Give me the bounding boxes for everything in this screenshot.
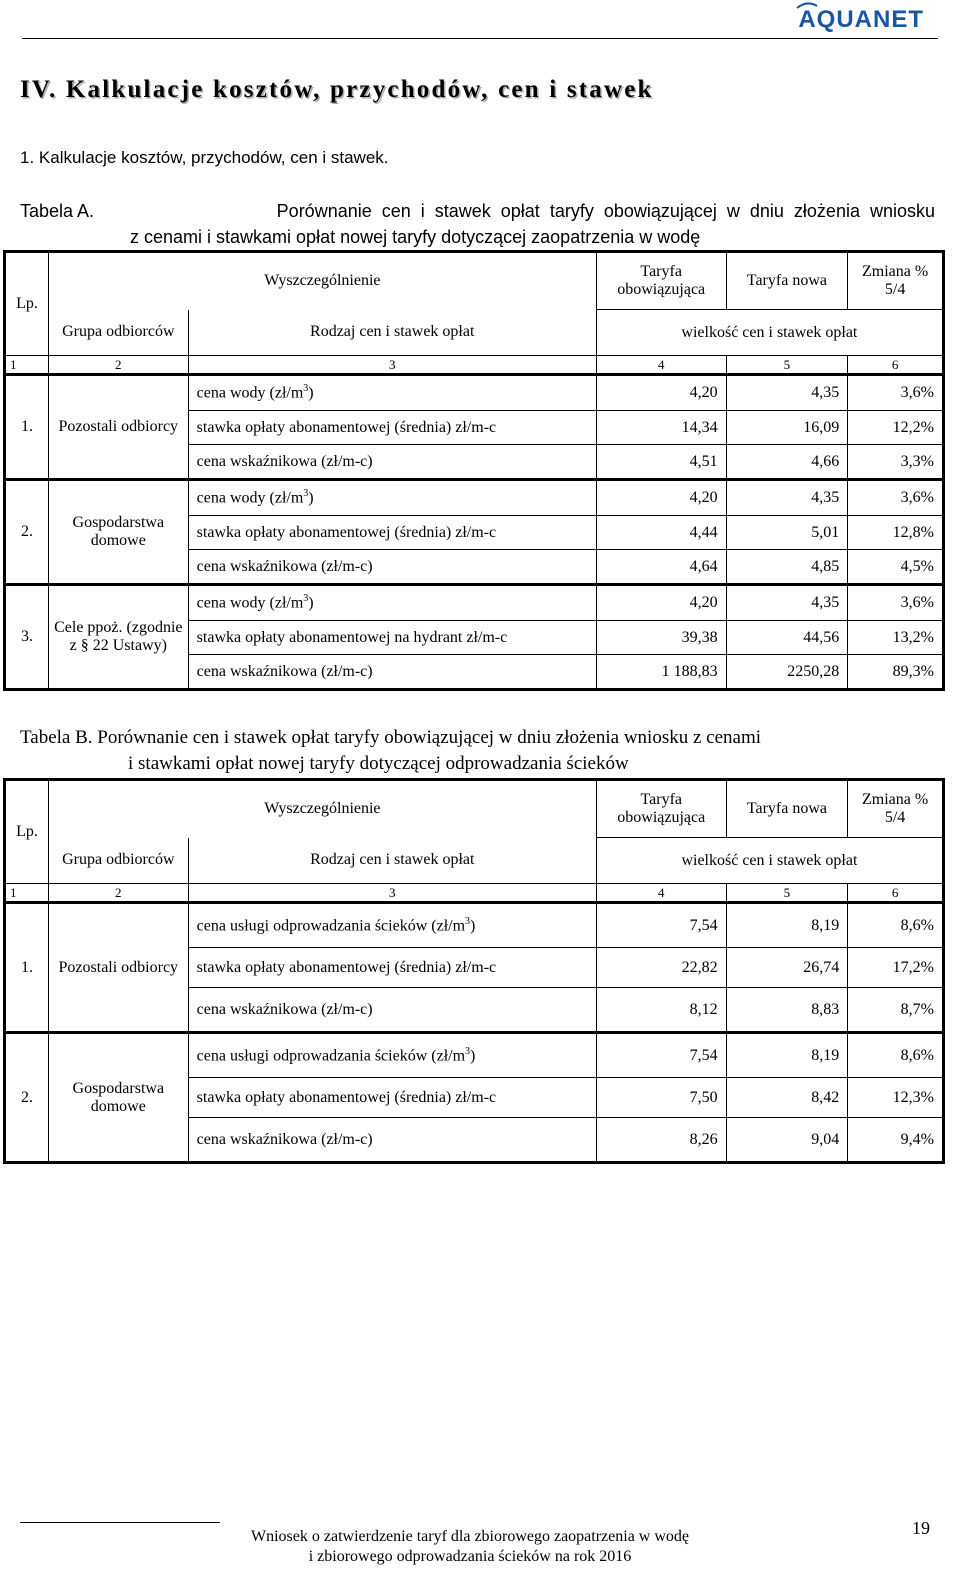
- rate-description: [188, 903, 596, 948]
- logo-swoosh-icon: [796, 2, 818, 10]
- old-tariff-value: 14,34: [596, 411, 726, 445]
- rate-description-text: cena wskaźnikowa (zł/m-c): [196, 452, 373, 470]
- rate-description: [188, 1118, 596, 1163]
- change-percent: 12,2%: [848, 411, 944, 445]
- old-tariff-value: 39,38: [596, 621, 726, 655]
- footer-line2: i zbiorowego odprowadzania ścieków na rok 2016: [308, 1548, 632, 1565]
- rate-description-text: cena wskaźnikowa (zł/m-c): [196, 1000, 373, 1018]
- new-tariff-value: 4,35: [726, 585, 848, 621]
- change-percent: 4,5%: [848, 550, 944, 585]
- column-number: 1: [5, 356, 49, 375]
- rate-description: [188, 655, 596, 690]
- new-tariff-value: 8,19: [726, 1033, 848, 1078]
- customer-group-name: Cele ppoż. (zgodnie z § 22 Ustawy): [48, 585, 188, 690]
- old-tariff-value: 7,54: [596, 903, 726, 948]
- old-tariff-value: 4,51: [596, 445, 726, 480]
- rate-description: [188, 550, 596, 585]
- rate-description-text: cena wody (zł/m: [196, 594, 304, 612]
- rate-description-text: cena usługi odprowadzania ścieków (zł/m: [196, 1047, 466, 1065]
- header-taryfa-nowa: Taryfa nowa: [726, 780, 848, 838]
- footer-rule: [20, 1522, 220, 1523]
- rate-description: [188, 621, 596, 655]
- old-tariff-value: 4,20: [596, 375, 726, 411]
- column-number: 5: [726, 356, 848, 375]
- rate-description: [188, 1033, 596, 1078]
- old-tariff-value: 7,54: [596, 1033, 726, 1078]
- table-row: [5, 1033, 944, 1078]
- page-number: 19: [912, 1518, 930, 1538]
- header-taryfa-obowiazujaca: Taryfa obowiązująca: [596, 252, 726, 310]
- unit-exponent: 3: [303, 593, 309, 605]
- change-percent: 12,3%: [848, 1078, 944, 1118]
- column-number: 4: [596, 356, 726, 375]
- header-lp: Lp.: [5, 780, 49, 884]
- logo-text: AQUANET: [798, 6, 924, 33]
- rate-description: [188, 375, 596, 411]
- rate-description-text: stawka opłaty abonamentowej (średnia) zł/m-c: [196, 418, 497, 436]
- header-taryfa-nowa: Taryfa nowa: [726, 252, 848, 310]
- old-tariff-value: 7,50: [596, 1078, 726, 1118]
- header-zmiana: Zmiana % 5/4: [848, 252, 944, 310]
- old-tariff-value: 4,20: [596, 480, 726, 516]
- column-number: 1: [5, 884, 49, 903]
- header-grupa: Grupa odbiorców: [48, 310, 188, 356]
- aquanet-logo: [798, 6, 924, 34]
- rate-description-suffix: ): [470, 917, 476, 935]
- new-tariff-value: 26,74: [726, 948, 848, 988]
- footer-line1: Wniosek o zatwierdzenie taryf dla zbiorowego zaopatrzenia w wodę: [250, 1528, 690, 1545]
- new-tariff-value: 4,35: [726, 480, 848, 516]
- table-row: [5, 903, 944, 948]
- section-title: IV. Kalkulacje kosztów, przychodów, cen i stawek: [20, 76, 654, 103]
- column-number: 3: [188, 884, 596, 903]
- rate-description: [188, 516, 596, 550]
- table-b-caption-line1: Porównanie cen i stawek opłat taryfy obowiązującej w dniu złożenia wniosku z cenami: [97, 727, 762, 748]
- change-percent: 13,2%: [848, 621, 944, 655]
- old-tariff-value: 4,64: [596, 550, 726, 585]
- row-number: 2.: [5, 480, 49, 585]
- rate-description-text: cena wskaźnikowa (zł/m-c): [196, 1130, 373, 1148]
- subsection-title: 1. Kalkulacje kosztów, przychodów, cen i stawek.: [20, 148, 389, 167]
- change-percent: 3,3%: [848, 445, 944, 480]
- customer-group-name: Gospodarstwa domowe: [48, 480, 188, 585]
- column-number: 4: [596, 884, 726, 903]
- header-grupa: Grupa odbiorców: [48, 838, 188, 884]
- header-wyszczegolnienie: Wyszczególnienie: [48, 780, 596, 838]
- table-b-caption: [20, 725, 960, 777]
- rate-description: [188, 585, 596, 621]
- table-row: [5, 585, 944, 621]
- new-tariff-value: 44,56: [726, 621, 848, 655]
- unit-exponent: 3: [303, 488, 309, 500]
- change-percent: 3,6%: [848, 375, 944, 411]
- change-percent: 8,6%: [848, 903, 944, 948]
- rate-description-suffix: ): [308, 384, 314, 402]
- rate-description: [188, 1078, 596, 1118]
- customer-group-name: Pozostali odbiorcy: [48, 903, 188, 1033]
- table-a-caption-line1: Porównanie cen i stawek opłat taryfy obowiązującej w dniu złożenia wniosku: [276, 201, 935, 221]
- new-tariff-value: 8,83: [726, 988, 848, 1033]
- new-tariff-value: 16,09: [726, 411, 848, 445]
- change-percent: 8,6%: [848, 1033, 944, 1078]
- column-number: 2: [48, 356, 188, 375]
- header-rodzaj: Rodzaj cen i stawek opłat: [188, 838, 596, 884]
- header-rule: [22, 38, 938, 39]
- change-percent: 8,7%: [848, 988, 944, 1033]
- column-number: 5: [726, 884, 848, 903]
- table-a: [3, 250, 945, 691]
- table-b: [3, 778, 945, 1164]
- change-percent: 12,8%: [848, 516, 944, 550]
- rate-description-suffix: ): [308, 489, 314, 507]
- table-b-caption-line2: i stawkami opłat nowej taryfy dotyczącej odprowadzania ścieków: [128, 753, 629, 774]
- old-tariff-value: 22,82: [596, 948, 726, 988]
- column-number: 2: [48, 884, 188, 903]
- change-percent: 17,2%: [848, 948, 944, 988]
- change-percent: 9,4%: [848, 1118, 944, 1163]
- new-tariff-value: 4,85: [726, 550, 848, 585]
- row-number: 3.: [5, 585, 49, 690]
- new-tariff-value: 4,66: [726, 445, 848, 480]
- old-tariff-value: 4,44: [596, 516, 726, 550]
- rate-description-text: stawka opłaty abonamentowej (średnia) zł/m-c: [196, 523, 497, 541]
- header-wyszczegolnienie: Wyszczególnienie: [48, 252, 596, 310]
- row-number: 1.: [5, 375, 49, 480]
- rate-description-text: cena wskaźnikowa (zł/m-c): [196, 557, 373, 575]
- rate-description: [188, 411, 596, 445]
- old-tariff-value: 1 188,83: [596, 655, 726, 690]
- new-tariff-value: 5,01: [726, 516, 848, 550]
- rate-description-text: stawka opłaty abonamentowej (średnia) zł/m-c: [196, 958, 497, 976]
- old-tariff-value: 8,26: [596, 1118, 726, 1163]
- unit-exponent: 3: [465, 915, 471, 927]
- table-a-caption: [20, 198, 935, 250]
- rate-description-suffix: ): [470, 1047, 476, 1065]
- rate-description-text: stawka opłaty abonamentowej (średnia) zł/m-c: [196, 1088, 497, 1106]
- table-a-caption-line2: z cenami i stawkami opłat nowej taryfy dotyczącej zaopatrzenia w wodę: [130, 227, 701, 247]
- new-tariff-value: 4,35: [726, 375, 848, 411]
- row-number: 1.: [5, 903, 49, 1033]
- header-zmiana: Zmiana % 5/4: [848, 780, 944, 838]
- header-wielkosc: wielkość cen i stawek opłat: [596, 310, 943, 356]
- rate-description-text: cena wody (zł/m: [196, 384, 304, 402]
- change-percent: 3,6%: [848, 480, 944, 516]
- change-percent: 89,3%: [848, 655, 944, 690]
- rate-description-text: cena wskaźnikowa (zł/m-c): [196, 662, 373, 680]
- old-tariff-value: 4,20: [596, 585, 726, 621]
- unit-exponent: 3: [465, 1045, 471, 1057]
- change-percent: 3,6%: [848, 585, 944, 621]
- table-row: [5, 375, 944, 411]
- rate-description-text: cena wody (zł/m: [196, 489, 304, 507]
- table-b-caption-label: Tabela B.: [20, 727, 93, 748]
- row-number: 2.: [5, 1033, 49, 1163]
- column-number: 6: [848, 356, 944, 375]
- header-wielkosc: wielkość cen i stawek opłat: [596, 838, 943, 884]
- unit-exponent: 3: [303, 383, 309, 395]
- rate-description: [188, 480, 596, 516]
- old-tariff-value: 8,12: [596, 988, 726, 1033]
- column-numbers-row: [5, 356, 944, 375]
- rate-description: [188, 445, 596, 480]
- rate-description-text: stawka opłaty abonamentowej na hydrant zł/m-c: [196, 628, 508, 646]
- rate-description-text: cena usługi odprowadzania ścieków (zł/m: [196, 917, 466, 935]
- rate-description: [188, 988, 596, 1033]
- table-row: [5, 480, 944, 516]
- footer: [0, 1527, 940, 1567]
- new-tariff-value: 8,42: [726, 1078, 848, 1118]
- new-tariff-value: 8,19: [726, 903, 848, 948]
- rate-description-suffix: ): [308, 594, 314, 612]
- customer-group-name: Pozostali odbiorcy: [48, 375, 188, 480]
- new-tariff-value: 9,04: [726, 1118, 848, 1163]
- header-rodzaj: Rodzaj cen i stawek opłat: [188, 310, 596, 356]
- rate-description: [188, 948, 596, 988]
- column-number: 3: [188, 356, 596, 375]
- column-numbers-row: [5, 884, 944, 903]
- new-tariff-value: 2250,28: [726, 655, 848, 690]
- header-taryfa-obowiazujaca: Taryfa obowiązująca: [596, 780, 726, 838]
- customer-group-name: Gospodarstwa domowe: [48, 1033, 188, 1163]
- column-number: 6: [848, 884, 944, 903]
- table-a-caption-label: Tabela A.: [20, 201, 95, 221]
- header-lp: Lp.: [5, 252, 49, 356]
